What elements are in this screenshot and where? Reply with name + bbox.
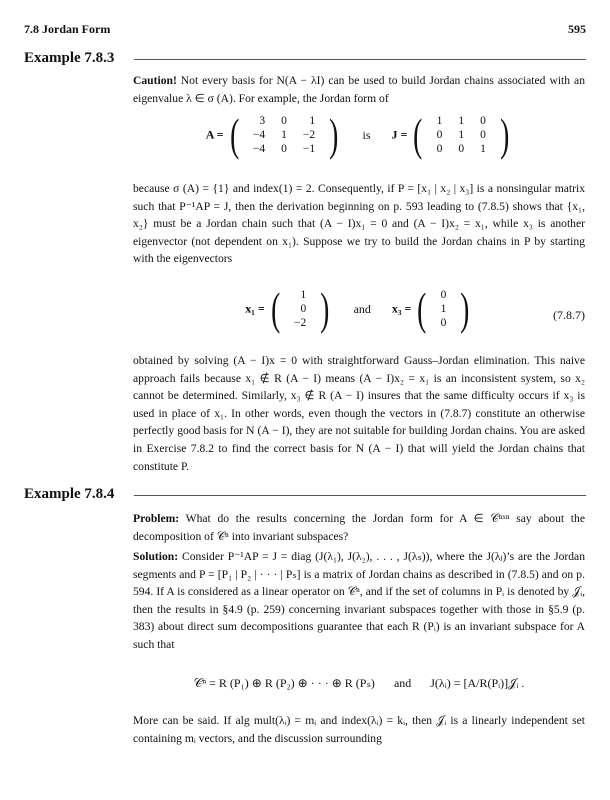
chain-text: because σ (A) = {1} and index(1) = 2. Consequently, if P = [x₁ | x₂ | x₃] is a nonsingular matrix such that P⁻¹AP = J, then the derivation beginning on p. 593 leading to (7.8.5) shows that {x₁, x₂} must be a Jordan chain such that (A − I)x₁ = 0 and (A − I)x₂ = x₁, while x₃ is another eigenvector (not dependent on x₁). Suppose we try to build the Jordan chains in P by starting with the eigenvectors [133,182,585,266]
problem-text: What do the results concerning the Jordan form for A ∈ 𝒞ⁿˣⁿ say about the decomposition of 𝒞ⁿ into invariant subspaces? [133,512,585,543]
right-paren: ) [329,109,339,160]
left-paren: ( [270,283,280,334]
vector-cell: 0 [300,303,307,315]
matrix-cell: 1 [458,115,465,127]
is-word: is [362,127,371,142]
example-title: Example 7.8.4 [24,486,122,503]
matrix-cell: −4 [252,129,266,141]
left-paren: ( [413,109,423,160]
matrix-cell: 0 [281,143,287,155]
matrix-cell: 0 [480,115,486,127]
display-and-word: and [393,676,412,690]
matrix-cell: −2 [302,129,316,141]
vector-x3-label: x₃ = [391,301,412,316]
problem-label: Problem: [133,512,180,525]
heading-rule [134,495,586,496]
matrix-display [133,109,585,172]
and-word: and [353,301,371,316]
closing-paragraph [133,712,585,747]
section-title: 7.8 Jordan Form [24,22,111,36]
matrix-cell: 0 [458,143,465,155]
right-paren: ) [499,109,510,160]
vector-x3 [433,288,455,330]
vector-cell: 0 [440,289,447,301]
matrix-cell: −4 [252,143,266,155]
vector-cell: 1 [300,289,307,301]
example-title: Example 7.8.3 [24,50,122,67]
matrix-cell: 1 [480,143,486,155]
solution-text: Consider P⁻¹AP = J = diag (J(λ₁), J(λ₂), . . . , J(λₛ)), where the J(λⱼ)’s are the Jordan segments and P = [P₁ | P₂ | · · · | Pₛ] is a matrix of Jordan chains as described in (7.8.5) and on p. 594. If A is considered as a linear operator on 𝒞ⁿ, and if the set of columns in Pᵢ is denoted by 𝒥ᵢ, then the results in §4.9 (p. 259) concerning invariant subspaces together with those in §5.9 (p. 383) about direct sum decompositions guarantee that each R (Pᵢ) is an invariant subspace for A such that [133,550,586,651]
example-heading-2 [24,486,586,508]
solution-paragraph [133,548,585,654]
matrix-cell: −1 [302,143,316,155]
right-paren: ) [460,283,470,334]
matrix-cell: 0 [436,129,443,141]
caution-text: Not every basis for N(A − λI) can be used to build Jordan chains associated with an eigenvalue λ ∈ σ (A). For example, the Jordan form of [133,74,585,105]
matrix-cell: 0 [480,129,486,141]
restriction-equation: J(λᵢ) = [A/R(Pᵢ)]𝒥ᵢ . [430,676,525,690]
running-header [24,22,586,38]
vector-x1-label: x₁ = [245,301,265,316]
left-paren: ( [417,283,427,334]
example-heading-1 [24,50,586,72]
caution-label: Caution! [133,74,177,87]
vector-x1 [286,288,314,330]
matrix-cell: 0 [436,143,443,155]
vector-cell: 0 [440,317,447,329]
matrix-j [429,114,494,156]
solution-label: Solution: [133,550,179,563]
matrix-a [245,114,323,156]
page-number: 595 [568,22,586,36]
matrix-cell: 1 [309,115,316,127]
vector-cell: −2 [294,317,307,329]
equation-number: (7.8.7) [553,308,585,322]
matrix-cell: 0 [281,115,287,127]
chain-paragraph [133,180,585,268]
naive-approach-paragraph [133,352,585,475]
heading-rule [134,59,586,60]
vector-cell: 1 [440,303,447,315]
matrix-cell: 3 [259,115,266,127]
caution-paragraph [133,72,585,107]
right-paren: ) [320,283,330,334]
naive-approach-text: obtained by solving (A − I)x = 0 with straightforward Gauss–Jordan elimination. This naive approach fails because x₁ ∉ R (A − I) means (A − I)x₂ = x₁ is an inconsistent system, so x₂ cannot be determined. Similarly, x₃ ∉ R (A − I) insures that the same difficulty occurs if x₃ is used in place of x₁. In other words, even though the vectors in (7.8.7) constitute an otherwise perfectly good basis for N (A − I), they are not suitable for building Jordan chains. You are asked in Exercise 7.8.2 to find the correct basis for N (A − I) that will yield the Jordan chains that constitute P. [133,354,585,473]
problem-paragraph [133,510,585,545]
matrix-cell: 1 [458,129,465,141]
closing-text: More can be said. If alg mult(λᵢ) = mᵢ and index(λᵢ) = kᵢ, then 𝒥ᵢ is a linearly independent set containing mᵢ vectors, and the discussion surrounding [133,714,585,745]
matrix-a-label: A = [205,127,224,142]
matrix-cell: 1 [281,129,287,141]
left-paren: ( [229,109,239,160]
vector-display [133,283,585,348]
matrix-cell: 1 [436,115,443,127]
decomposition-equation: 𝒞ⁿ = R (P₁) ⊕ R (P₂) ⊕ · · · ⊕ R (Pₛ) [193,676,375,690]
matrix-j-label: J = [391,127,408,142]
decomposition-display [133,676,585,700]
